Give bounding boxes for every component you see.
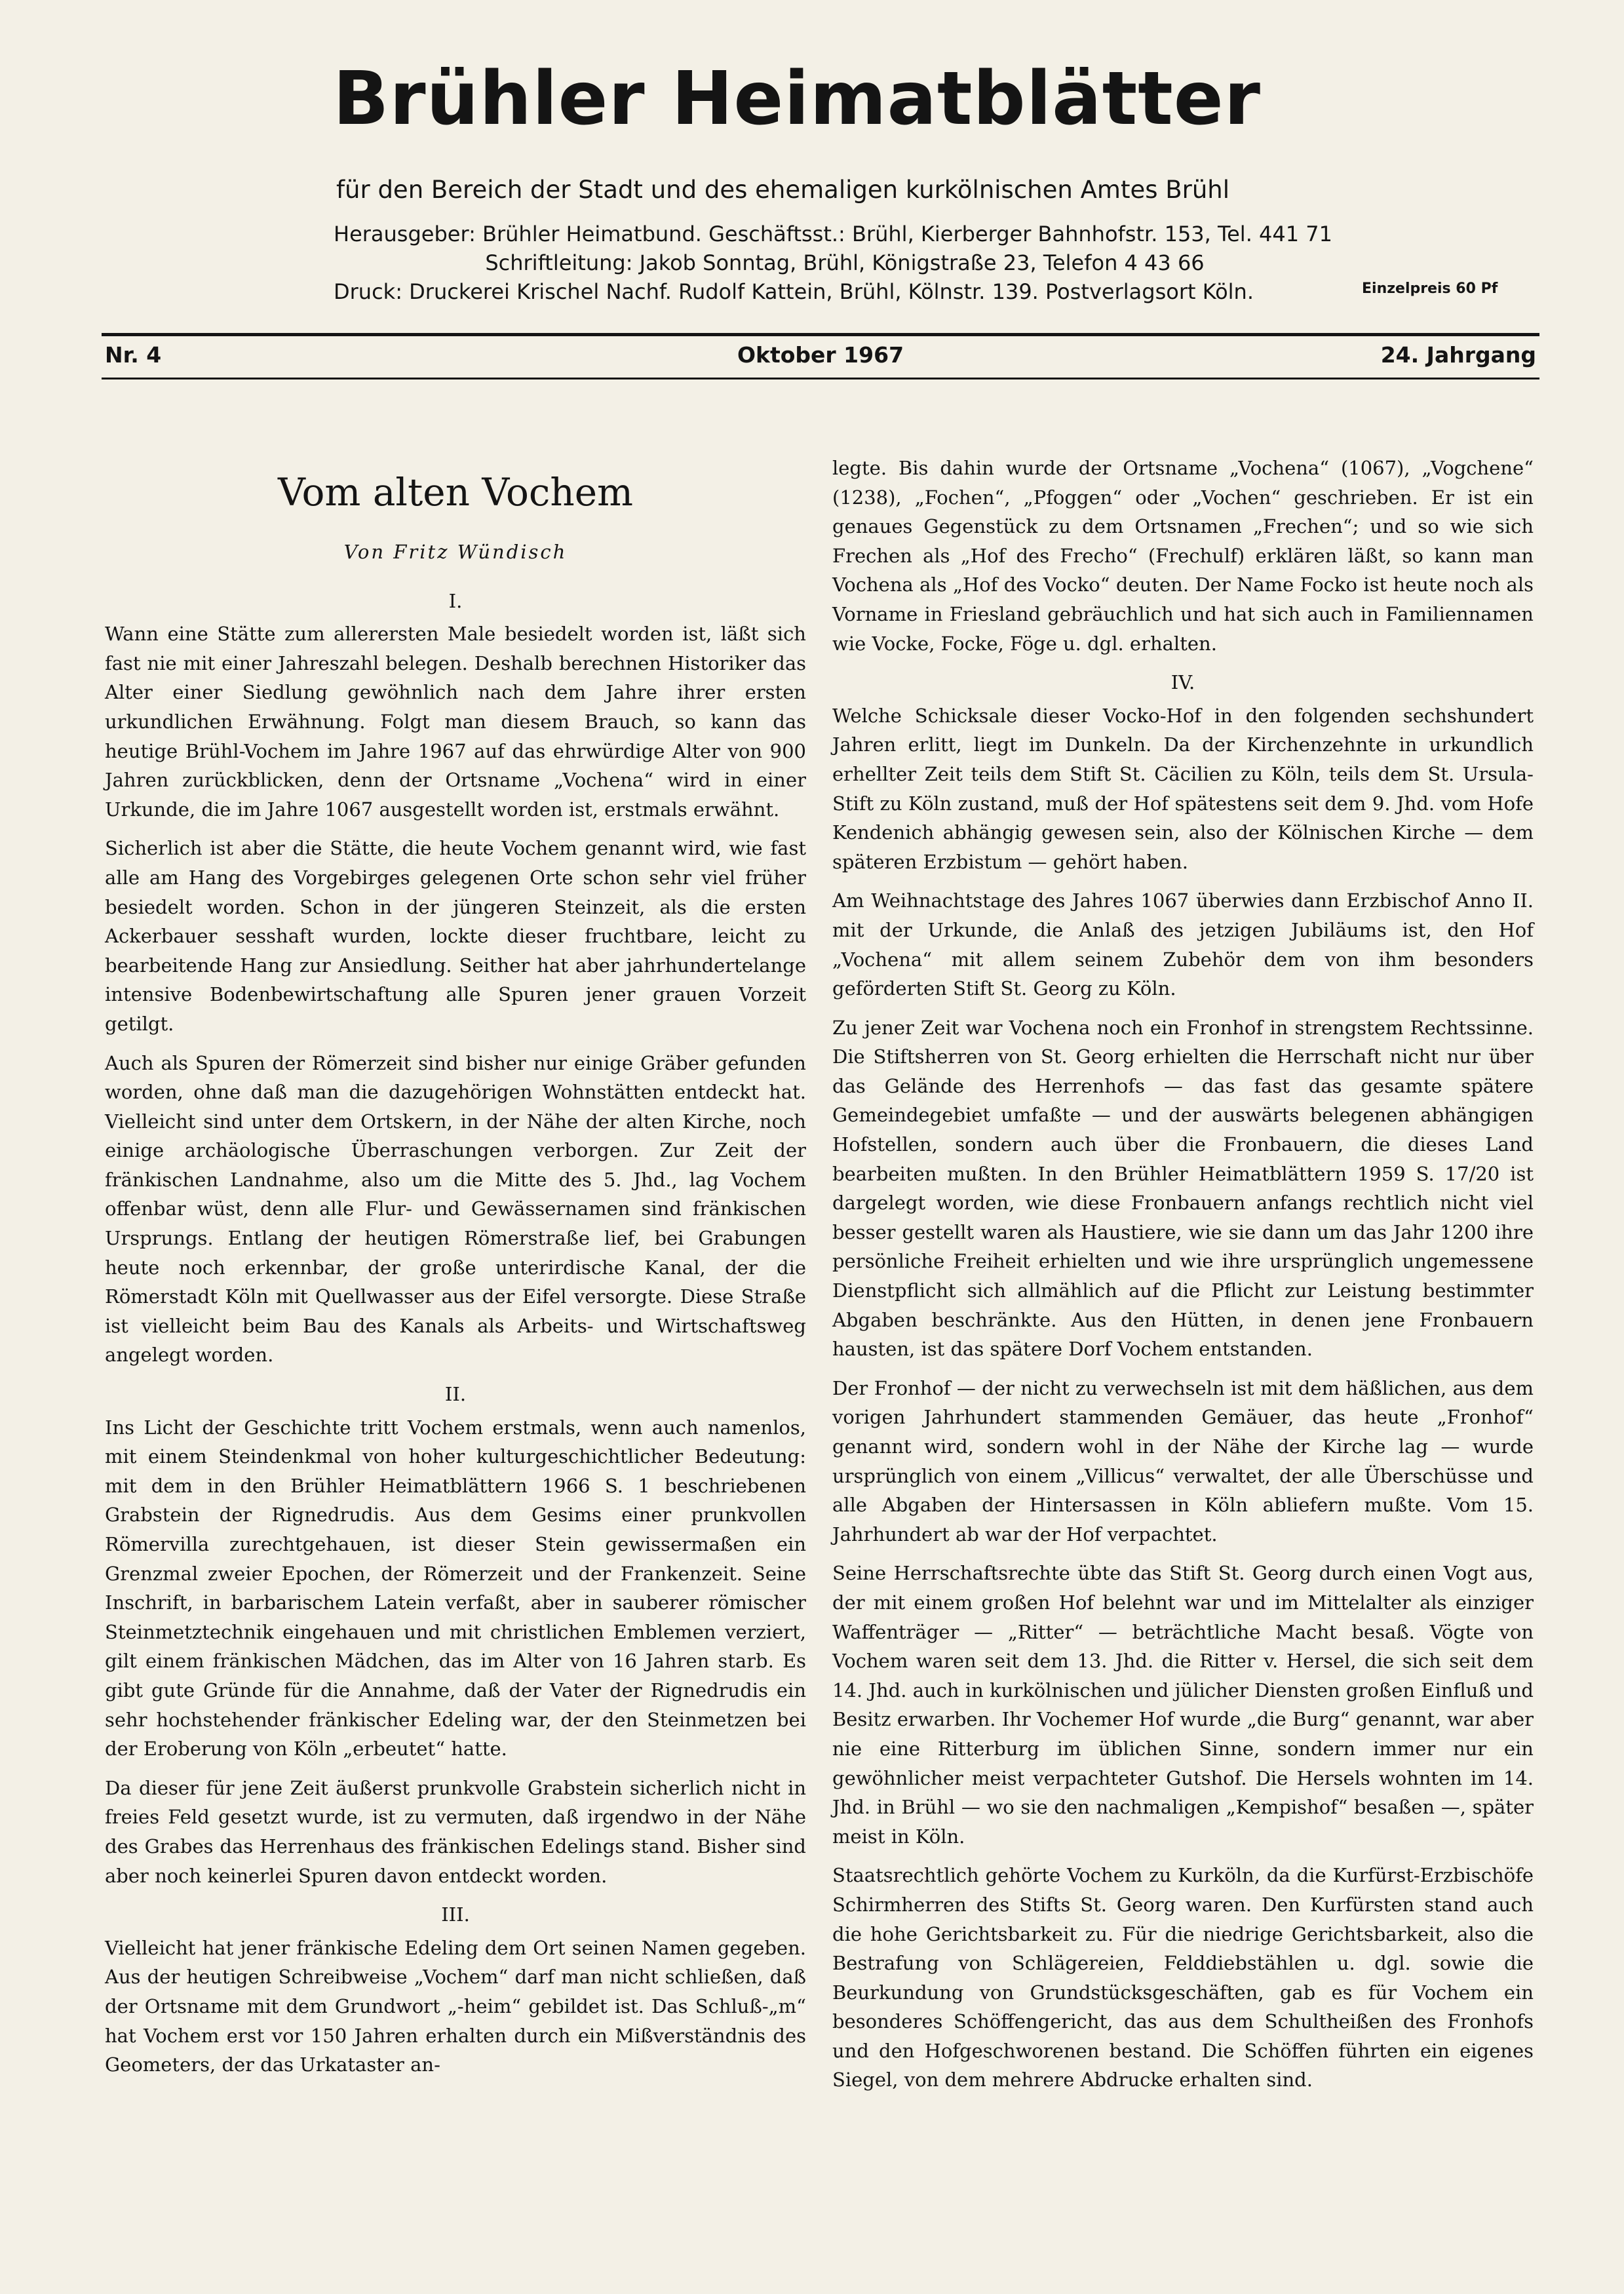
single-price: Einzelpreis 60 Pf (1362, 281, 1498, 297)
paragraph: Ins Licht der Geschichte tritt Vochem erstmals, wenn auch namenlos, mit einem Steindenkmal von hoher kulturgeschichtlicher Bedeutung: mit dem in den Brühler Heimatblättern 1966 S. 1 beschriebenen Grabstein der Rignedrudis. Aus dem Gesims einer prunkvollen Römervilla zurechtgehauen, ist dieser Stein gewissermaßen ein Grenzmal zweier Epochen, der Römerzeit und der Frankenzeit. Seine Inschrift, in barbarischem Latein verfaßt, aber in sauberer römischer Steinmetztechnik eingehauen und mit christlichen Emblemen verziert, gilt einem fränkischen Mädchen, das im Alter von 16 Jahren starb. Es gibt gute Gründe für die Annahme, daß der Vater der Rignedrudis ein sehr hochstehender fränkischer Edeling war, der den Steinmetzen bei der Eroberung von Köln „erbeutet“ hatte. (105, 1416, 806, 1760)
masthead-subtitle: für den Bereich der Stadt und des ehemaligen kurkölnischen Amtes Brühl (336, 176, 1230, 204)
article-author: Von Fritz Wündisch (343, 541, 568, 563)
paragraph: Sicherlich ist aber die Stätte, die heute Vochem genannt wird, wie fast alle am Hang des Vorgebirges gelegenen Orte schon sehr viel früher besiedelt worden. Schon in der jüngeren Steinzeit, als die ersten Ackerbauer sesshaft wurden, lockte dieser fruchtbare, leicht zu bearbeitende Hang zur Ansiedlung. Seither hat aber jahrhundertelange intensive Bodenbewirtschaftung alle Spuren jener grauen Vorzeit getilgt. (105, 837, 806, 1035)
paragraph: Welche Schicksale dieser Vocko-Hof in den folgenden sechshundert Jahren erlitt, liegt im Dunkeln. Da der Kirchenzehnte in urkundlich erhellter Zeit teils dem Stift St. Cäcilien zu Köln, teils dem St. Ursula-Stift zu Köln zustand, muß der Hof spätestens seit dem 9. Jhd. vom Hofe Kendenich abhängig gewesen sein, also der Kölnischen Kirche — dem späteren Erzbistum — gehört haben. (832, 704, 1534, 873)
section-heading-2: II. (444, 1383, 467, 1406)
paragraph: Vielleicht hat jener fränkische Edeling dem Ort seinen Namen gegeben. Aus der heutigen Schreibweise „Vochem“ darf man nicht schließen, daß der Ortsname mit dem Grundwort „-heim“ gebildet ist. Das Schluß-„m“ hat Vochem erst vor 150 Jahren erhalten durch ein Mißverständnis des Geometers, der das Urkataster an- (105, 1936, 806, 2076)
masthead-title: Brühler Heimatblätter (333, 56, 1261, 142)
section-heading-1: I. (448, 589, 463, 612)
article-column-left (105, 0, 806, 2090)
section-heading-4: IV. (1170, 671, 1195, 694)
issue-volume: 24. Jahrgang (1380, 342, 1536, 368)
paragraph: Der Fronhof — der nicht zu verwechseln ist mit dem häßlichen, aus dem vorigen Jahrhundert stammenden Gemäuer, das heute „Fronhof“ genannt wird, sondern wohl in der Nähe der Kirche lag — wurde ursprünglich von einem „Villicus“ verwaltet, der alle Überschüsse und alle Abgaben der Hintersassen in Köln abliefern mußte. Vom 15. Jahrhundert ab war der Hof verpachtet. (832, 1376, 1534, 1546)
section-heading-3: III. (441, 1903, 470, 1926)
article-title: Vom alten Vochem (277, 470, 634, 515)
imprint-printer: Druck: Druckerei Krischel Nachf. Rudolf Kattein, Brühl, Kölnstr. 139. Postverlagsort Köln. (334, 279, 1254, 304)
imprint-editor: Schriftleitung: Jakob Sonntag, Brühl, Königstraße 23, Telefon 4 43 66 (485, 250, 1205, 275)
paragraph: Da dieser für jene Zeit äußerst prunkvolle Grabstein sicherlich nicht in freies Feld gesetzt wurde, ist zu vermuten, daß irgendwo in der Nähe des Grabes das Herrenhaus des fränkischen Edelings stand. Bisher sind aber noch keinerlei Spuren davon entdeckt worden. (105, 1776, 806, 1887)
paragraph: Staatsrechtlich gehörte Vochem zu Kurköln, da die Kurfürst-Erzbischöfe Schirmherren des Stifts St. Georg waren. Den Kurfürsten stand auch die hohe Gerichtsbarkeit zu. Für die niedrige Gerichtsbarkeit, also die Bestrafung von Schlägereien, Felddiebstählen u. dgl. sowie die Beurkundung von Grundstücksgeschäften, gab es für Vochem ein besonderes Schöffengericht, das aus dem Schultheißen des Fronhofs und den Hofgeschworenen bestand. Die Schöffen führten ein eigenes Siegel, von dem mehrere Abdrucke erhalten sind. (832, 1864, 1534, 2091)
paragraph: Auch als Spuren der Römerzeit sind bisher nur einige Gräber gefunden worden, ohne daß man die dazugehörigen Wohnstätten entdeckt hat. Vielleicht sind unter dem Ortskern, in der Nähe der alten Kirche, noch einige archäologische Überraschungen verborgen. Zur Zeit der fränkischen Landnahme, also um die Mitte des 5. Jhd., lag Vochem offenbar wüst, denn alle Flur- und Gewässernamen sind fränkischen Ursprungs. Entlang der heutigen Römerstraße lief, bei Grabungen heute noch erkennbar, der große unterirdische Kanal, der die Römerstadt Köln mit Quellwasser aus der Eifel versorgte. Diese Straße ist vielleicht beim Bau des Kanals als Arbeits- und Wirtschaftsweg angelegt worden. (105, 1051, 806, 1367)
article-column-right (832, 0, 1534, 2105)
paragraph: Wann eine Stätte zum allerersten Male besiedelt worden ist, läßt sich fast nie mit einer Jahreszahl belegen. Deshalb berechnen Historiker das Alter einer Siedlung gewöhnlich nach dem Jahre ihrer ersten urkundlichen Erwähnung. Folgt man diesem Brauch, so kann das heutige Brühl-Vochem im Jahre 1967 auf das ehrwürdige Alter von 900 Jahren zurückblicken, denn der Ortsname „Vochena“ wird in einer Urkunde, die im Jahre 1067 ausgestellt worden ist, erstmals erwähnt. (105, 623, 806, 821)
issue-number: Nr. 4 (105, 342, 162, 368)
imprint-publisher: Herausgeber: Brühler Heimatbund. Geschäftsst.: Brühl, Kierberger Bahnhofstr. 153, Tel. 441 71 (334, 222, 1332, 246)
issue-date: Oktober 1967 (737, 342, 904, 368)
paragraph: Zu jener Zeit war Vochena noch ein Fronhof in strengstem Rechtssinne. Die Stiftsherren von St. Georg erhielten die Herrschaft nicht nur über das Gelände des Herrenhofs — das fast das gesamte spätere Gemeindegebiet umfaßte — und der auswärts belegenen abhängigen Hofstellen, sondern auch über die Fronbauern, die dieses Land bearbeiten mußten. In den Brühler Heimatblättern 1959 S. 17/20 ist dargelegt worden, wie diese Fronbauern anfangs rechtlich nicht viel besser gestellt waren als Haustiere, wie sie dann um das Jahr 1200 ihre persönliche Freiheit erhielten und wie ihre ursprünglich ungemessene Dienstpflicht sich allmählich auf die Pflicht zur Leistung bestimmter Abgaben beschränkte. Aus den Hütten, in denen jene Fronbauern hausten, ist das spätere Dorf Vochem entstanden. (832, 1016, 1534, 1361)
paragraph: Seine Herrschaftsrechte übte das Stift St. Georg durch einen Vogt aus, der mit einem großen Hof belehnt war und im Mittelalter als einziger Waffenträger — „Ritter“ — beträchtliche Macht besaß. Vögte von Vochem waren seit dem 13. Jhd. die Ritter v. Hersel, die sich seit dem 14. Jhd. auch in kurkölnischen und jülicher Diensten großen Einfluß und Besitz erwarben. Ihr Vochemer Hof wurde „die Burg“ genannt, war aber nie eine Ritterburg im üblichen Sinne, sondern immer nur ein gewöhnlicher meist verpachteter Gutshof. Die Hersels wohnten im 14. Jhd. in Brühl — wo sie den nachmaligen „Kempishof“ besaßen —, später meist in Köln. (832, 1562, 1534, 1848)
paragraph: Am Weihnachtstage des Jahres 1067 überwies dann Erzbischof Anno II. mit der Urkunde, die Anlaß des jetzigen Jubiläums ist, den Hof „Vochena“ mit allem seinem Zubehör dem von ihm besonders geförderten Stift St. Georg zu Köln. (832, 889, 1534, 1000)
paragraph: legte. Bis dahin wurde der Ortsname „Vochena“ (1067), „Vogchene“ (1238), „Fochen“, „Pfoggen“ oder „Vochen“ geschrieben. Er ist ein genaues Gegenstück zu dem Ortsnamen „Frechen“; und so wie sich Frechen als „Hof des Frecho“ (Frechulf) erklären läßt, so kann man Vochena als „Hof des Vocko“ deuten. Der Name Focko ist heute noch als Vorname in Friesland gebräuchlich und hat sich auch in Familiennamen wie Vocke, Focke, Föge u. dgl. erhalten. (832, 457, 1534, 655)
